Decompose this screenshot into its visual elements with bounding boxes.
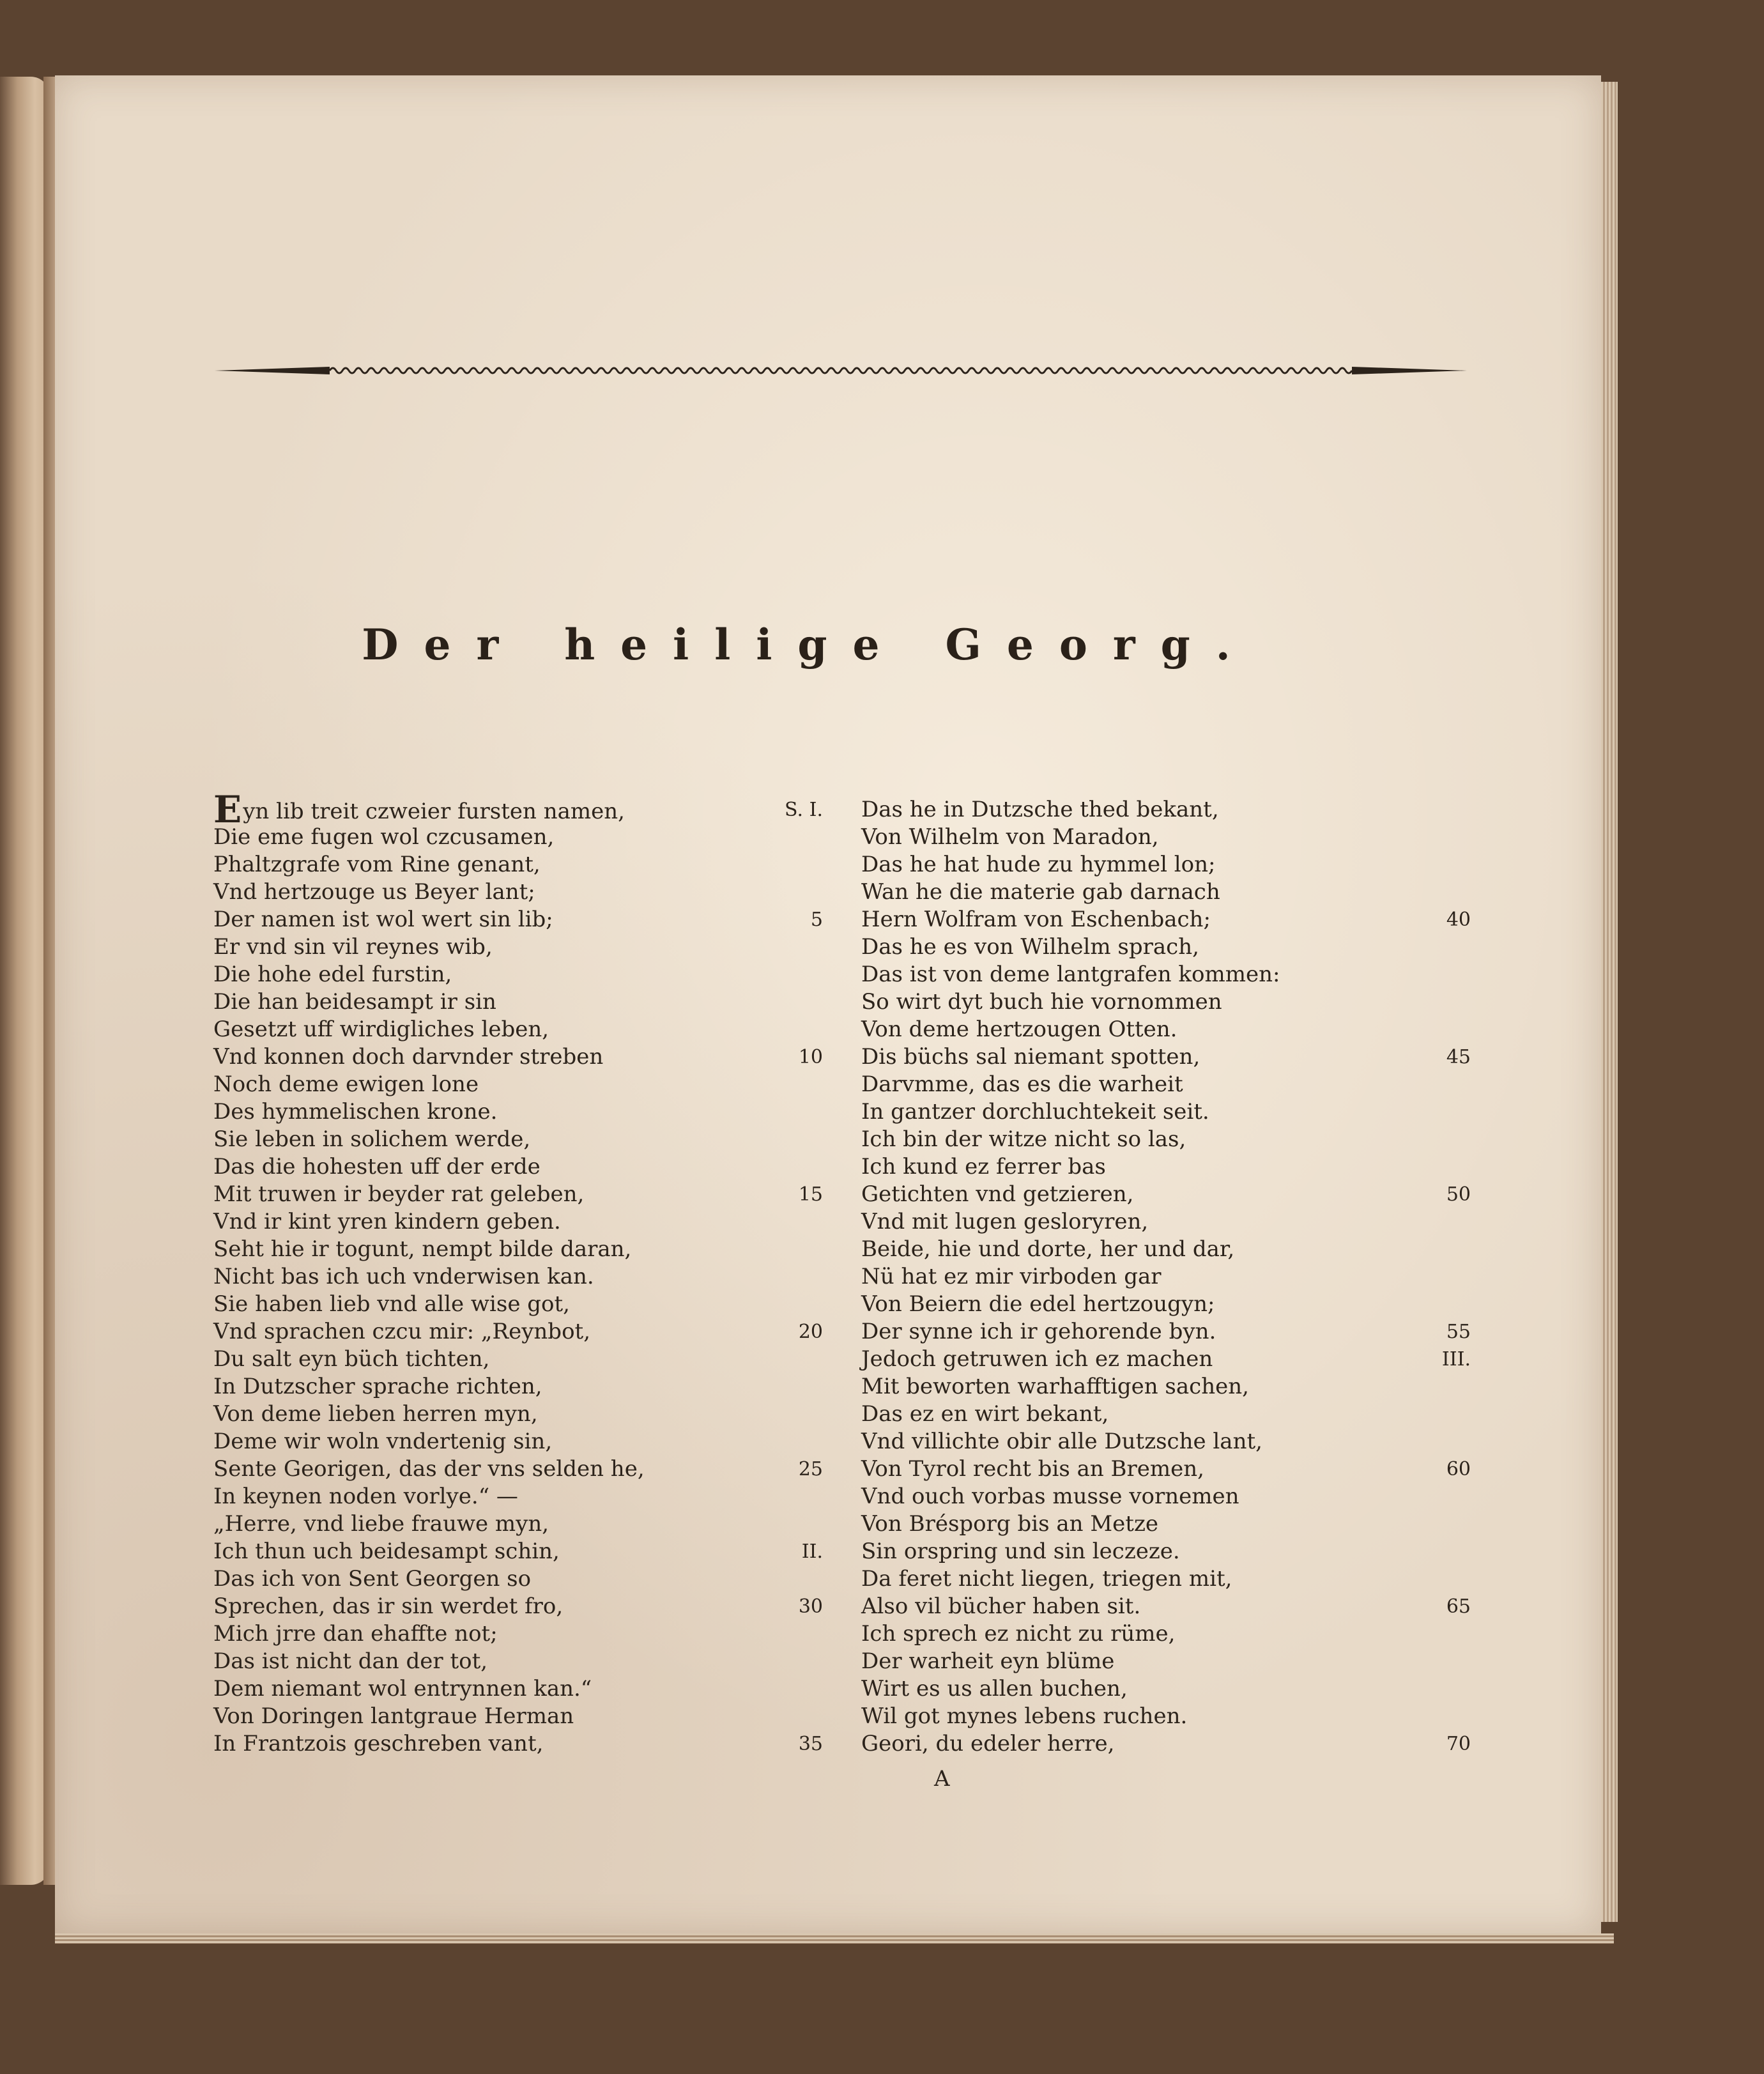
verse-text: Die eme fugen wol czcusamen,: [213, 824, 555, 850]
verse-line: [213, 1538, 852, 1565]
verse-line: [213, 1181, 852, 1208]
verse-line: [861, 796, 1475, 824]
verse-text: Noch deme ewigen lone: [213, 1072, 479, 1097]
verse-text: Sie haben lieb vnd alle wise got,: [213, 1291, 570, 1317]
verse-line: [213, 1456, 852, 1483]
verse-line: [861, 988, 1475, 1016]
verse-line: [213, 1208, 852, 1236]
verse-line: [861, 1620, 1475, 1648]
verse-text: Vnd villichte obir alle Dutzsche lant,: [861, 1429, 1262, 1454]
verse-line: [213, 824, 852, 851]
verse-text: Sprechen, das ir sin werdet fro,: [213, 1594, 564, 1619]
verse-line: [861, 1126, 1475, 1153]
verse-text: Wirt es us allen buchen,: [861, 1676, 1128, 1701]
verse-line: [213, 1071, 852, 1098]
verse-line: [213, 1236, 852, 1263]
page-title: Der heilige Georg.: [362, 620, 1256, 670]
verse-text: yn lib treit czweier fursten namen,: [243, 799, 625, 824]
verse-line: [213, 988, 852, 1016]
verse-line: [213, 1428, 852, 1456]
verse-line: [213, 1263, 852, 1291]
line-number: II.: [801, 1540, 823, 1563]
verse-text: Ich bin der witze nicht so las,: [861, 1126, 1186, 1152]
verse-text: Von deme lieben herren myn,: [213, 1401, 538, 1427]
line-number: 15: [798, 1183, 823, 1206]
verse-line: [861, 1098, 1475, 1126]
verse-text: Das he es von Wilhelm sprach,: [861, 934, 1199, 960]
verse-line: [213, 1291, 852, 1318]
verse-line: [861, 1016, 1475, 1043]
verse-line: [861, 1565, 1475, 1593]
verse-line: [861, 1730, 1475, 1758]
verse-line: [861, 1593, 1475, 1620]
verse-line: [861, 1401, 1475, 1428]
verse-text: Nicht bas ich uch vnderwisen kan.: [213, 1264, 594, 1289]
verse-text: Also vil bücher haben sit.: [861, 1594, 1141, 1619]
verse-text: Das he hat hude zu hymmel lon;: [861, 852, 1216, 877]
verse-line: [213, 1565, 852, 1593]
verse-text: In Dutzscher sprache richten,: [213, 1374, 542, 1399]
verse-line: [213, 1373, 852, 1401]
verse-text: „Herre, vnd liebe frauwe myn,: [213, 1511, 549, 1537]
verse-line: [213, 1593, 852, 1620]
left-page-edge: [0, 77, 50, 1885]
line-number: III.: [1441, 1348, 1471, 1371]
left-column: [213, 788, 852, 1758]
verse-line: [861, 1538, 1475, 1565]
line-number: 55: [1446, 1321, 1471, 1343]
verse-text: Gesetzt uff wirdigliches leben,: [213, 1017, 549, 1042]
verse-line: [861, 1346, 1475, 1373]
verse-text: Das he in Dutzsche thed bekant,: [861, 797, 1219, 822]
verse-text: Sie leben in solichem werde,: [213, 1126, 531, 1152]
verse-text: So wirt dyt buch hie vornommen: [861, 989, 1222, 1015]
verse-text: Des hymmelischen krone.: [213, 1099, 498, 1125]
verse-text: Sin orspring und sin leczeze.: [861, 1539, 1180, 1564]
verse-text: Vnd ouch vorbas musse vornemen: [861, 1484, 1239, 1509]
verse-line: [861, 879, 1475, 906]
line-number: 20: [798, 1321, 823, 1343]
verse-text: Die han beidesampt ir sin: [213, 989, 496, 1015]
verse-line: [213, 906, 852, 933]
line-number: 10: [798, 1046, 823, 1068]
verse-text: Das ist nicht dan der tot,: [213, 1648, 488, 1674]
verse-line: [213, 851, 852, 879]
verse-text: Von deme hertzougen Otten.: [861, 1017, 1177, 1042]
verse-text: Von Wilhelm von Maradon,: [861, 824, 1159, 850]
verse-text: Ich kund ez ferrer bas: [861, 1154, 1106, 1179]
line-number: S. I.: [785, 799, 823, 821]
verse-text: Dis büchs sal niemant spotten,: [861, 1044, 1200, 1070]
line-number: 40: [1446, 909, 1471, 931]
right-column: [861, 796, 1475, 1758]
verse-line: [213, 1620, 852, 1648]
verse-text: Vnd konnen doch darvnder streben: [213, 1044, 604, 1070]
verse-text: Geori, du edeler herre,: [861, 1731, 1115, 1756]
verse-line: [861, 1043, 1475, 1071]
verse-line: [861, 933, 1475, 961]
verse-line: [213, 1043, 852, 1071]
verse-text: Mich jrre dan ehaffte not;: [213, 1621, 498, 1647]
verse-line: [861, 1648, 1475, 1675]
verse-text: Vnd sprachen czcu mir: „Reynbot,: [213, 1319, 591, 1344]
verse-line: [213, 1126, 852, 1153]
verse-line: [213, 1703, 852, 1730]
verse-text: Von Beiern die edel hertzougyn;: [861, 1291, 1215, 1317]
verse-text: Von Doringen lantgraue Herman: [213, 1703, 574, 1729]
verse-line: [213, 1016, 852, 1043]
verse-text: Getichten vnd getzieren,: [861, 1181, 1134, 1207]
ornamental-rule: [215, 363, 1467, 378]
verse-line: [213, 1483, 852, 1510]
verse-line: [861, 1236, 1475, 1263]
verse-text: Vnd hertzouge us Beyer lant;: [213, 879, 535, 905]
verse-line: [213, 1675, 852, 1703]
verse-text: Du salt eyn büch tichten,: [213, 1346, 490, 1372]
verse-text: Der namen ist wol wert sin lib;: [213, 907, 553, 932]
verse-text: Das ist von deme lantgrafen kommen:: [861, 962, 1280, 987]
line-number: 45: [1446, 1046, 1471, 1068]
verse-text: Mit beworten warhafftigen sachen,: [861, 1374, 1249, 1399]
verse-line: [213, 1153, 852, 1181]
verse-line: [213, 788, 852, 831]
line-number: 35: [798, 1733, 823, 1755]
verse-line: [213, 1401, 852, 1428]
verse-text: Das die hohesten uff der erde: [213, 1154, 541, 1179]
verse-text: Von Brésporg bis an Metze: [861, 1511, 1158, 1537]
verse-text: Phaltzgrafe vom Rine genant,: [213, 852, 541, 877]
verse-text: Von Tyrol recht bis an Bremen,: [861, 1456, 1204, 1482]
line-number: 50: [1446, 1183, 1471, 1206]
line-number: 30: [798, 1595, 823, 1618]
signature-mark: A: [934, 1766, 950, 1792]
verse-line: [213, 1648, 852, 1675]
verse-line: [213, 961, 852, 988]
verse-text: In Frantzois geschreben vant,: [213, 1731, 544, 1756]
verse-text: Vnd mit lugen gesloryren,: [861, 1209, 1149, 1234]
verse-text: In keynen noden vorlye.“ —: [213, 1484, 518, 1509]
book-page: [55, 75, 1601, 1935]
verse-text: Beide, hie und dorte, her und dar,: [861, 1236, 1235, 1262]
verse-text: In gantzer dorchluchtekeit seit.: [861, 1099, 1209, 1125]
verse-line: [213, 933, 852, 961]
verse-line: [213, 1098, 852, 1126]
verse-text: Jedoch getruwen ich ez machen: [861, 1346, 1213, 1372]
verse-text: Mit truwen ir beyder rat geleben,: [213, 1181, 585, 1207]
verse-line: [861, 1428, 1475, 1456]
verse-line: [861, 1153, 1475, 1181]
verse-text: Deme wir woln vndertenig sin,: [213, 1429, 553, 1454]
verse-line: [861, 1208, 1475, 1236]
line-number: 5: [810, 909, 823, 931]
verse-text: Wil got mynes lebens ruchen.: [861, 1703, 1188, 1729]
verse-text: Sente Georigen, das der vns selden he,: [213, 1456, 645, 1482]
verse-text: Dem niemant wol entrynnen kan.“: [213, 1676, 592, 1701]
page-edge-right: [1601, 82, 1618, 1922]
verse-line: [861, 1373, 1475, 1401]
verse-line: [213, 1346, 852, 1373]
verse-text: Darvmme, das es die warheit: [861, 1072, 1183, 1097]
verse-text: Er vnd sin vil reynes wib,: [213, 934, 493, 960]
verse-text: Seht hie ir togunt, nempt bilde daran,: [213, 1236, 632, 1262]
verse-text: Die hohe edel furstin,: [213, 962, 452, 987]
verse-line: [861, 851, 1475, 879]
verse-text: Das ez en wirt bekant,: [861, 1401, 1109, 1427]
verse-text: Das ich von Sent Georgen so: [213, 1566, 532, 1592]
verse-line: [861, 961, 1475, 988]
verse-text: Der synne ich ir gehorende byn.: [861, 1319, 1216, 1344]
verse-line: [861, 1483, 1475, 1510]
verse-line: [861, 824, 1475, 851]
verse-line: [861, 1675, 1475, 1703]
verse-line: [861, 1291, 1475, 1318]
verse-line: [861, 1510, 1475, 1538]
verse-line: [861, 1071, 1475, 1098]
verse-line: [861, 906, 1475, 933]
verse-line: [213, 879, 852, 906]
verse-text: Da feret nicht liegen, triegen mit,: [861, 1566, 1232, 1592]
verse-line: [213, 1318, 852, 1346]
line-number: 60: [1446, 1458, 1471, 1480]
line-number: 65: [1446, 1595, 1471, 1618]
verse-line: [213, 1510, 852, 1538]
verse-text: Wan he die materie gab darnach: [861, 879, 1220, 905]
page-edge-bottom: [55, 1933, 1614, 1944]
verse-line: [861, 1181, 1475, 1208]
verse-line: [861, 1318, 1475, 1346]
verse-text: Hern Wolfram von Eschenbach;: [861, 907, 1211, 932]
verse-text: Der warheit eyn blüme: [861, 1648, 1115, 1674]
verse-text: Ich thun uch beidesampt schin,: [213, 1539, 560, 1564]
verse-line: [861, 1456, 1475, 1483]
drop-cap: E: [213, 788, 242, 831]
verse-line: [213, 1730, 852, 1758]
verse-text: Nü hat ez mir virboden gar: [861, 1264, 1162, 1289]
line-number: 25: [798, 1458, 823, 1480]
verse-line: [861, 1703, 1475, 1730]
verse-text: Ich sprech ez nicht zu rüme,: [861, 1621, 1176, 1647]
line-number: 70: [1446, 1733, 1471, 1755]
verse-text: Vnd ir kint yren kindern geben.: [213, 1209, 561, 1234]
verse-line: [861, 1263, 1475, 1291]
